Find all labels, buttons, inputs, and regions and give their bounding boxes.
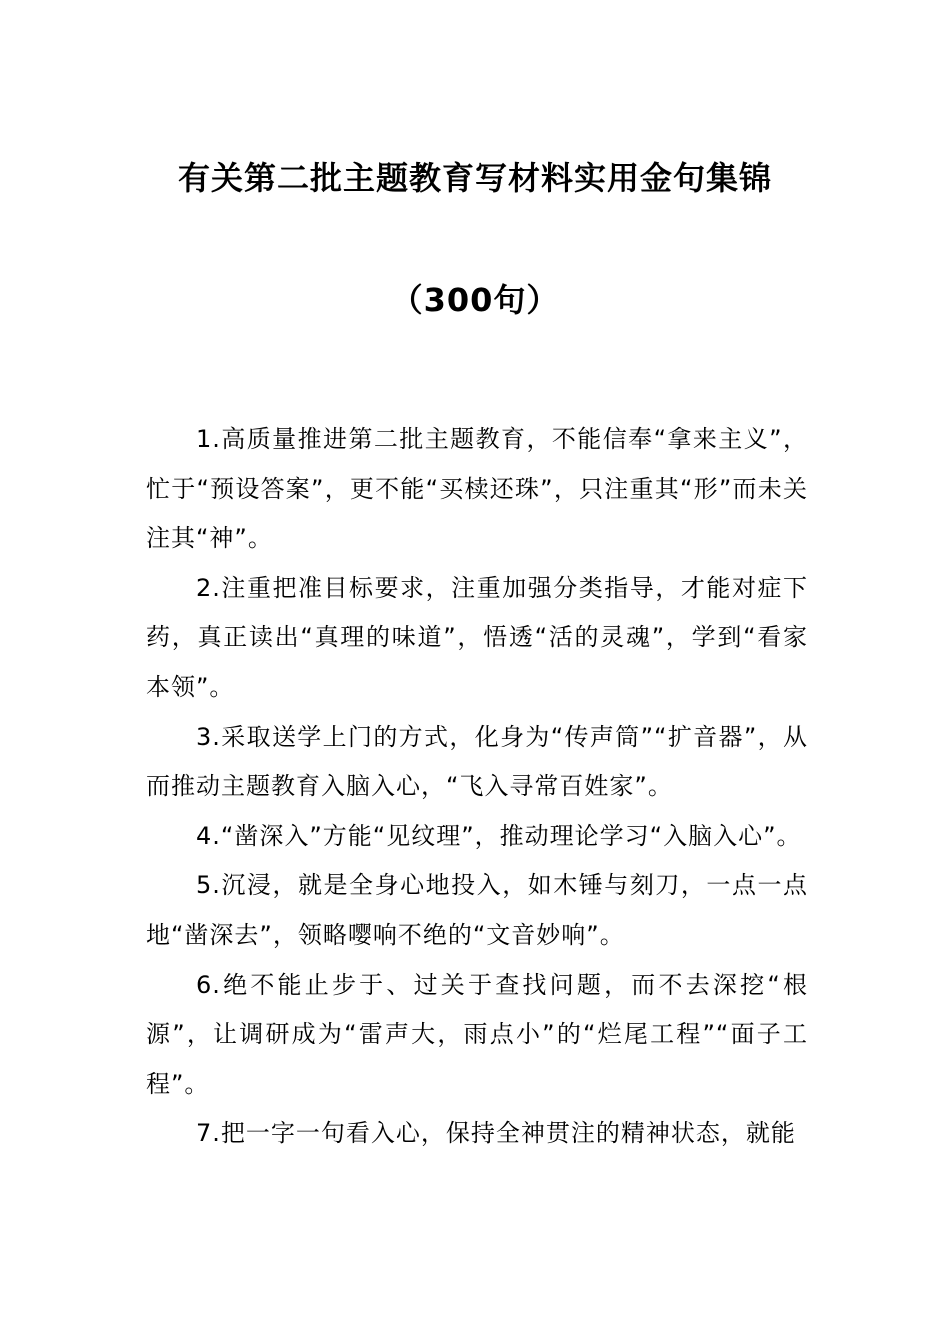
paragraph-7: 7.把一字一句看入心，保持全神贯注的精神状态，就能 xyxy=(196,1119,796,1148)
document-title: 有关第二批主题教育写材料实用金句集锦 xyxy=(177,159,772,197)
document-body xyxy=(146,415,808,1159)
paragraph-4: 4.“凿深入”方能“见纹理”，推动理论学习“入脑入心”。 xyxy=(196,821,802,850)
paragraph-6: 6.绝不能止步于、过关于查找问题，而不去深挖“根源”，让调研成为“雷声大，雨点小”的“烂尾工程”“面子工程”。 xyxy=(146,970,808,1098)
document-subtitle: （300句） xyxy=(390,281,560,319)
paragraph-2: 2.注重把准目标要求，注重加强分类指导，才能对症下药，真正读出“真理的味道”，悟透“活的灵魂”，学到“看家本领”。 xyxy=(146,573,808,701)
paragraph-3: 3.采取送学上门的方式，化身为“传声筒”“扩音器”，从而推动主题教育入脑入心，“飞入寻常百姓家”。 xyxy=(146,722,808,801)
paragraph-5: 5.沉浸，就是全身心地投入，如木锤与刻刀，一点一点地“凿深去”，领略嘤响不绝的“文音妙响”。 xyxy=(146,871,808,949)
paragraph-1: 1.高质量推进第二批主题教育，不能信奉“拿来主义”，忙于“预设答案”，更不能“买椟还珠”，只注重其“形”而未关注其“神”。 xyxy=(146,425,808,553)
